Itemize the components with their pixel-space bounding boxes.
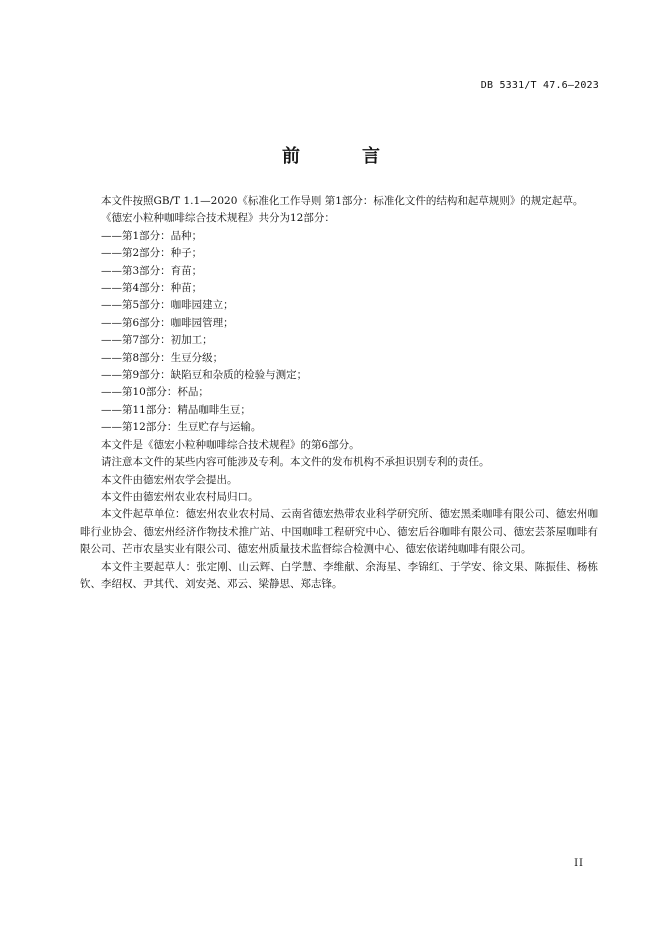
page-number: II	[574, 858, 584, 869]
paragraph-proposed-by: 本文件由德宏州农学会提出。	[101, 473, 238, 486]
paragraph-drafting-rules: 本文件按照GB/T 1.1—2020《标准化工作导则 第1部分：标准化文件的结构和起草规则》的规定起草。	[101, 195, 584, 207]
list-item: ——第1部分：品种；	[101, 229, 203, 242]
list-item: ——第10部分：杯品；	[101, 386, 209, 399]
list-item: ——第3部分：育苗；	[101, 264, 203, 277]
paragraph-drafting-units: 本文件起草单位：德宏州农业农村局、云南省德宏热带农业科学研究所、德宏黑柔咖啡有限公司、德宏州咖啡行业协会、德宏州经济作物技术推广站、中国咖啡工程研究中心、德宏后谷咖啡有限公司、德宏芸茶屋咖啡有限公司、芒市农垦实业有限公司、德宏州质量技术监督综合检测中心、德宏依诺纯咖啡有限公司。	[80, 508, 598, 556]
list-item: ——第2部分：种子；	[101, 247, 203, 260]
list-item: ——第11部分：精品咖啡生豆；	[101, 403, 251, 416]
paragraph-parts-intro: 《德宏小粒种咖啡综合技术规程》共分为12部分：	[101, 212, 335, 225]
list-item: ——第8部分：生豆分级；	[101, 351, 224, 364]
list-item: ——第12部分：生豆贮存与运输。	[101, 421, 262, 434]
list-item: ——第9部分：缺陷豆和杂质的检验与测定；	[101, 369, 308, 382]
paragraph-managed-by: 本文件由德宏州农业农村局归口。	[101, 490, 259, 503]
document-code: DB 5331/T 47.6—2023	[480, 80, 599, 91]
list-item: ——第6部分：咖啡园管理；	[101, 316, 234, 329]
list-item: ——第4部分：种苗；	[101, 282, 203, 295]
list-item: ——第7部分：初加工；	[101, 334, 213, 347]
paragraph-patent-notice: 请注意本文件的某些内容可能涉及专利。本文件的发布机构不承担识别专利的责任。	[101, 456, 490, 469]
foreword-body	[80, 193, 598, 593]
paragraph-part-number: 本文件是《德宏小粒种咖啡综合技术规程》的第6部分。	[101, 438, 360, 451]
page-title: 前 言	[282, 146, 402, 167]
list-item: ——第5部分：咖啡园建立；	[101, 299, 234, 312]
paragraph-drafters: 本文件主要起草人：张定刚、山云辉、白学慧、李维献、余海星、李锦红、于学安、徐文果、陈振佳、杨栋钦、李绍权、尹其代、刘安尧、邓云、梁静思、郑志锋。	[80, 560, 598, 590]
parts-list	[80, 228, 598, 437]
